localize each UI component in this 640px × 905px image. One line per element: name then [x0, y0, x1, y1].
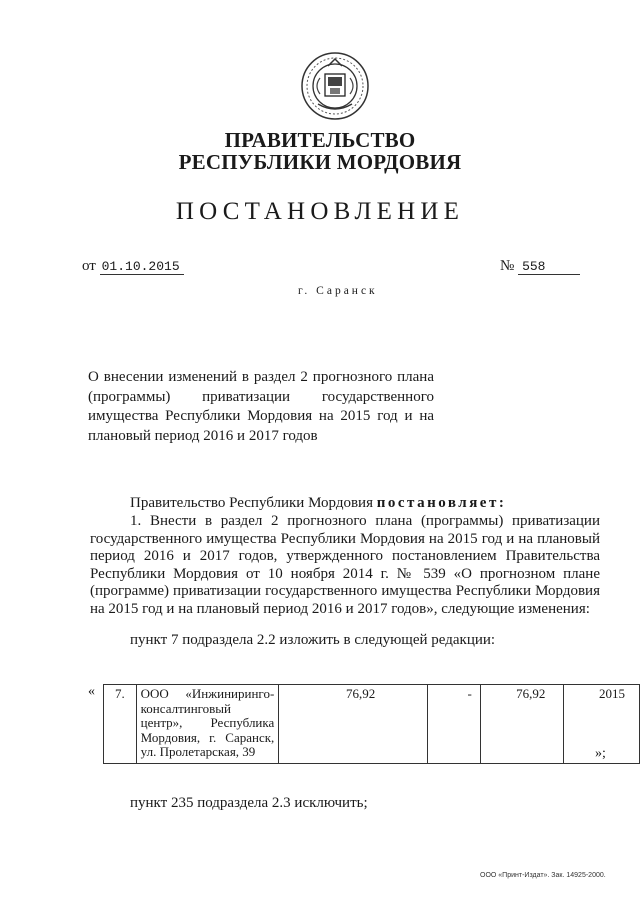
main-paragraph: 1. Внести в раздел 2 прогнозного плана (программы) приватизации государственного имущества Республики Мордовия на 2015 год и на плановый период 2016 и 2017 годов, утвержденного постановлением Правительства Республики Мордовия от 10 ноября 2014 г. № 539 «О прогнозном плане (программе) приватизации государственного имущества Республики Мордовия на 2015 год и на плановый период 2016 и 2017 годов», следующие изменения: [90, 513, 600, 617]
government-title-line2: РЕСПУБЛИКИ МОРДОВИЯ [178, 150, 462, 174]
date-prefix: от [82, 258, 96, 274]
table-row [104, 685, 640, 764]
table-open-quote: « [88, 684, 95, 699]
cell-number: 7. [104, 685, 137, 764]
date-field [82, 258, 184, 275]
cell-organization: ООО «Инжиниринго-консалтинговый центр», Республика Мордовия, г. Саранск, ул. Пролетарская, 39 [136, 685, 279, 764]
government-title-line1: ПРАВИТЕЛЬСТВО [224, 128, 416, 152]
number-prefix: № [500, 258, 515, 274]
document-subject: О внесении изменений в раздел 2 прогнозного плана (программы) приватизации государственного имущества Республики Мордовия на 2015 год и на плановый период 2016 и 2017 годов [88, 369, 434, 444]
printer-imprint: ООО «Принт-Издат». Зак. 14925-2000. [480, 872, 606, 879]
cell-value1: 76,92 [279, 685, 428, 764]
table-close-quote: »; [595, 746, 606, 761]
cell-year: 2015 [564, 685, 640, 764]
number-value: 558 [518, 259, 580, 275]
document-type-heading: ПОСТАНОВЛЕНИЕ [175, 198, 465, 225]
privatization-table [103, 684, 640, 764]
intro-text: Правительство Республики Мордовия [130, 495, 373, 511]
item7-instruction: пункт 7 подраздела 2.2 изложить в следующей редакции: [130, 632, 496, 648]
cell-value2: - [428, 685, 481, 764]
item235-instruction: пункт 235 подраздела 2.3 исключить; [130, 795, 368, 811]
city-label: г. Саранск [298, 285, 378, 297]
intro-decree-word: постановляет: [376, 495, 507, 511]
coat-of-arms-emblem-icon [298, 48, 372, 122]
intro-paragraph [90, 495, 600, 513]
date-value: 01.10.2015 [100, 259, 184, 275]
cell-value3: 76,92 [480, 685, 564, 764]
number-field [500, 258, 580, 275]
